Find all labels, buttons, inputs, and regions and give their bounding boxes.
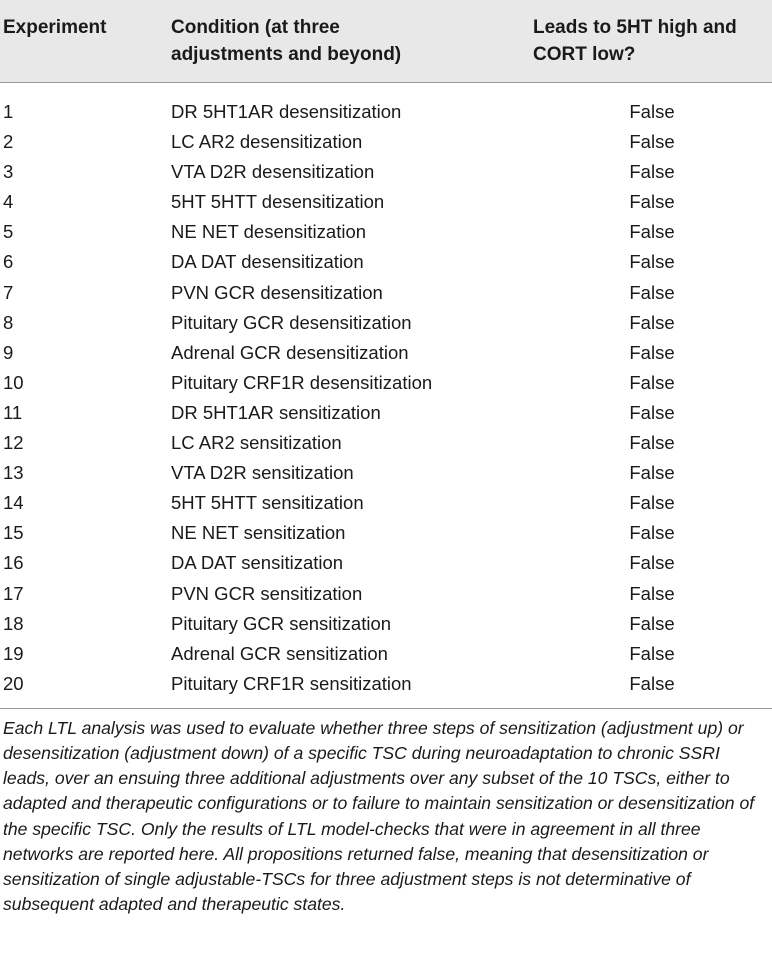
cell-condition: VTA D2R desensitization xyxy=(171,161,375,183)
table-row xyxy=(0,398,772,428)
cell-condition: DA DAT sensitization xyxy=(171,552,344,574)
cell-result: False xyxy=(629,161,675,183)
cell-condition: DR 5HT1AR desensitization xyxy=(171,101,402,122)
header-experiment: Experiment xyxy=(3,17,107,38)
cell-result: False xyxy=(629,642,675,664)
cell-experiment: 20 xyxy=(3,672,24,694)
cell-result: False xyxy=(629,672,675,694)
cell-result: False xyxy=(629,401,675,423)
cell-experiment: 16 xyxy=(3,552,24,574)
table-row xyxy=(0,338,772,368)
cell-result: False xyxy=(629,101,675,122)
table-row xyxy=(0,488,772,518)
cell-condition: Pituitary GCR sensitization xyxy=(171,612,392,634)
cell-experiment: 11 xyxy=(3,401,23,423)
cell-condition: LC AR2 sensitization xyxy=(171,432,342,454)
cell-result: False xyxy=(629,281,675,303)
cell-experiment: 18 xyxy=(3,612,24,634)
cell-result: False xyxy=(629,251,675,273)
table-row xyxy=(0,97,772,127)
table-row xyxy=(0,428,772,458)
cell-result: False xyxy=(629,341,675,363)
cell-condition: DR 5HT1AR sensitization xyxy=(171,401,381,423)
cell-result: False xyxy=(629,612,675,634)
table-row xyxy=(0,669,772,699)
table-row xyxy=(0,518,772,548)
cell-result: False xyxy=(629,432,675,454)
cell-experiment: 19 xyxy=(3,642,24,664)
cell-condition: Pituitary GCR desensitization xyxy=(171,311,412,333)
cell-experiment: 5 xyxy=(3,221,14,243)
table-footnote: Each LTL analysis was used to evaluate whether three steps of sensitization (adjustment up) or desensitization (adjustment down) of a specific TSC during neuroadaptation to chronic SSRI leads, over an ensuing three additional adjustments over any subset of the 10 TSCs, either to adapted and therapeutic configurations or to failure to maintain sensitization or desensitization of the specific TSC. Only the results of LTL model-checks that were in agreement in all three networks are reported here. All propositions returned false, meaning that desensitization or sensitization of single adjustable-TSCs for three adjustment steps is not determinative of subsequent adapted and therapeutic states. xyxy=(3,717,755,915)
cell-result: False xyxy=(629,462,675,484)
table-row xyxy=(0,157,772,187)
cell-condition: 5HT 5HTT sensitization xyxy=(171,492,364,514)
table-body xyxy=(0,83,772,699)
cell-experiment: 14 xyxy=(3,492,24,514)
cell-result: False xyxy=(629,582,675,604)
cell-result: False xyxy=(629,552,675,574)
cell-result: False xyxy=(629,191,675,213)
cell-condition: NE NET desensitization xyxy=(171,221,367,243)
table-row xyxy=(0,278,772,308)
cell-experiment: 8 xyxy=(3,311,14,333)
cell-experiment: 10 xyxy=(3,371,24,393)
cell-experiment: 1 xyxy=(3,101,14,122)
cell-result: False xyxy=(629,131,675,153)
header-leads: Leads to 5HT high and CORT low? xyxy=(533,17,737,65)
table-header-row xyxy=(0,0,772,83)
cell-condition: LC AR2 desensitization xyxy=(171,131,363,153)
cell-result: False xyxy=(629,522,675,544)
cell-experiment: 9 xyxy=(3,341,14,363)
cell-condition: Adrenal GCR desensitization xyxy=(171,341,409,363)
table-row xyxy=(0,127,772,157)
cell-experiment: 17 xyxy=(3,582,24,604)
table-row xyxy=(0,548,772,578)
cell-condition: NE NET sensitization xyxy=(171,522,346,544)
header-condition: Condition (at three adjustments and beyond) xyxy=(171,17,402,65)
cell-experiment: 2 xyxy=(3,131,14,153)
table-row xyxy=(0,458,772,488)
cell-condition: PVN GCR desensitization xyxy=(171,281,383,303)
table-row xyxy=(0,609,772,639)
cell-result: False xyxy=(629,311,675,333)
cell-condition: 5HT 5HTT desensitization xyxy=(171,191,385,213)
table-row xyxy=(0,308,772,338)
cell-condition: VTA D2R sensitization xyxy=(171,462,354,484)
cell-experiment: 15 xyxy=(3,522,24,544)
table-row xyxy=(0,579,772,609)
cell-experiment: 7 xyxy=(3,281,14,303)
cell-experiment: 13 xyxy=(3,462,24,484)
table-row xyxy=(0,187,772,217)
cell-experiment: 12 xyxy=(3,432,24,454)
table-row xyxy=(0,639,772,669)
cell-result: False xyxy=(629,492,675,514)
cell-condition: DA DAT desensitization xyxy=(171,251,364,273)
cell-condition: Adrenal GCR sensitization xyxy=(171,642,388,664)
table-row xyxy=(0,368,772,398)
cell-condition: Pituitary CRF1R sensitization xyxy=(171,672,412,694)
cell-result: False xyxy=(629,371,675,393)
table-row xyxy=(0,247,772,277)
cell-condition: PVN GCR sensitization xyxy=(171,582,363,604)
cell-experiment: 4 xyxy=(3,191,14,213)
table-row xyxy=(0,217,772,247)
cell-experiment: 3 xyxy=(3,161,14,183)
cell-result: False xyxy=(629,221,675,243)
cell-experiment: 6 xyxy=(3,251,14,273)
cell-condition: Pituitary CRF1R desensitization xyxy=(171,371,433,393)
